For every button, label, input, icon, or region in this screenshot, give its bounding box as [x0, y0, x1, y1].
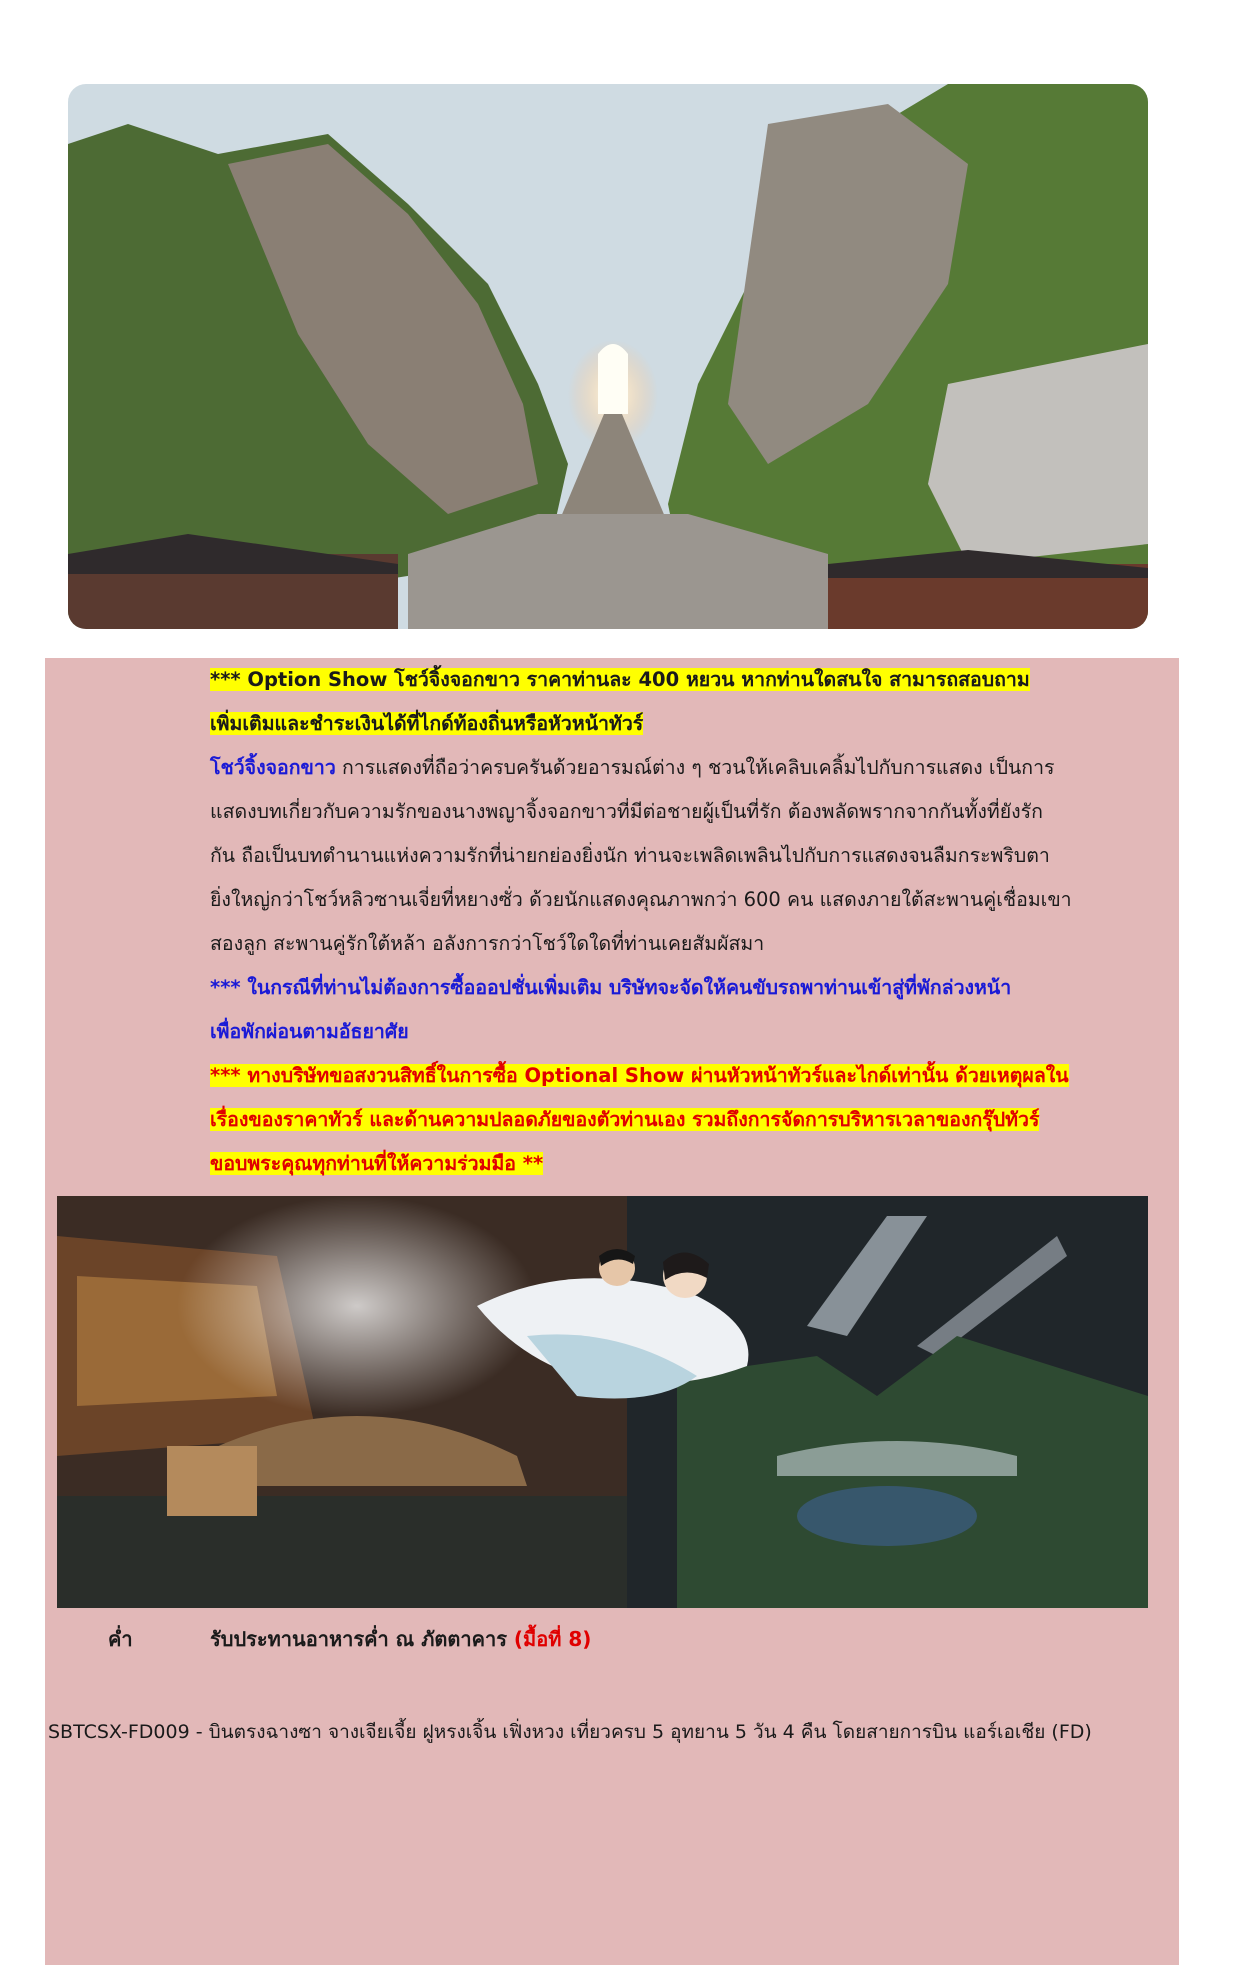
- hero-photo-tianmen: [68, 84, 1148, 629]
- show-photo-art: [57, 1196, 1148, 1608]
- note-red-highlight-2: เรื่องของราคาทัวร์ และด้านความปลอดภัยของตัวท่านเอง รวมถึงการจัดการบริหารเวลาของกรุ๊ปทัวร์: [210, 1108, 1040, 1131]
- option-show-section: [210, 658, 1168, 1186]
- hero-photo-art: [68, 84, 1148, 629]
- description-title: โชว์จิ้งจอกขาว: [210, 756, 336, 779]
- footer-tour-code: SBTCSX-FD009 - บินตรงฉางซา จางเจียเจี้ย ฝูหรงเจิ้น เฟิ่งหวง เที่ยวครบ 5 อุทยาน 5 วัน 4 คืน โดยสายการบิน แอร์เอเชีย (FD): [48, 1721, 1092, 1743]
- note-red-highlight-3: ขอบพระคุณทุกท่านที่ให้ความร่วมมือ **: [210, 1152, 544, 1175]
- note-red-line-2: [210, 1098, 1168, 1142]
- description-line-1: [210, 746, 1168, 790]
- description-line-5: สองลูก สะพานคู่รักใต้หล้า อลังการกว่าโชว์ใดใดที่ท่านเคยสัมผัสมา: [210, 932, 765, 955]
- option-show-highlight-2: เพิ่มเติมและชำระเงินได้ที่ไกด์ท้องถิ่นหรือหัวหน้าทัวร์: [210, 712, 644, 735]
- description-text-1: การแสดงที่ถือว่าครบครันด้วยอารมณ์ต่าง ๆ ชวนให้เคลิบเคลิ้มไปกับการแสดง เป็นการ: [335, 756, 1055, 779]
- note-blue-line-1: *** ในกรณีที่ท่านไม่ต้องการซื้อออปชั่นเพิ่มเติม บริษัทจะจัดให้คนขับรถพาท่านเข้าสู่ที่พักล่วงหน้า: [210, 976, 1012, 999]
- meal-text: รับประทานอาหารค่ำ ณ ภัตตาคาร: [210, 1627, 507, 1651]
- description-line-4: ยิ่งใหญ่กว่าโชว์หลิวซานเจี่ยที่หยางซั่ว ด้วยนักแสดงคุณภาพกว่า 600 คน แสดงภายใต้สะพานคู่เชื่อมเขา: [210, 888, 1072, 911]
- description-line-3: กัน ถือเป็นบทตำนานแห่งความรักที่น่ายกย่องยิ่งนัก ท่านจะเพลิดเพลินไปกับการแสดงจนลืมกระพริบตา: [210, 844, 1050, 867]
- description-line-2: แสดงบทเกี่ยวกับความรักของนางพญาจิ้งจอกขาวที่มีต่อชายผู้เป็นที่รัก ต้องพลัดพรากจากกันทั้งที่ยังรัก: [210, 800, 1043, 823]
- meal-description: [210, 1624, 591, 1654]
- option-show-highlight-1: *** Option Show โชว์จิ้งจอกขาว ราคาท่านละ 400 หยวน หากท่านใดสนใจ สามารถสอบถาม: [210, 668, 1030, 691]
- meal-tag: (มื้อที่ 8): [513, 1627, 592, 1651]
- option-show-line-1: [210, 658, 1168, 702]
- meal-label: ค่ำ: [108, 1627, 133, 1651]
- option-show-line-2: [210, 702, 1168, 746]
- show-photo-collage: [57, 1196, 1148, 1608]
- note-red-highlight-1: *** ทางบริษัทขอสงวนสิทธิ์ในการซื้อ Optional Show ผ่านหัวหน้าทัวร์และไกด์เท่านั้น ด้วยเหตุผลใน: [210, 1064, 1069, 1087]
- note-blue-line-2: เพื่อพักผ่อนตามอัธยาศัย: [210, 1020, 409, 1043]
- note-red-line-3: [210, 1142, 1168, 1186]
- note-red-line-1: [210, 1054, 1168, 1098]
